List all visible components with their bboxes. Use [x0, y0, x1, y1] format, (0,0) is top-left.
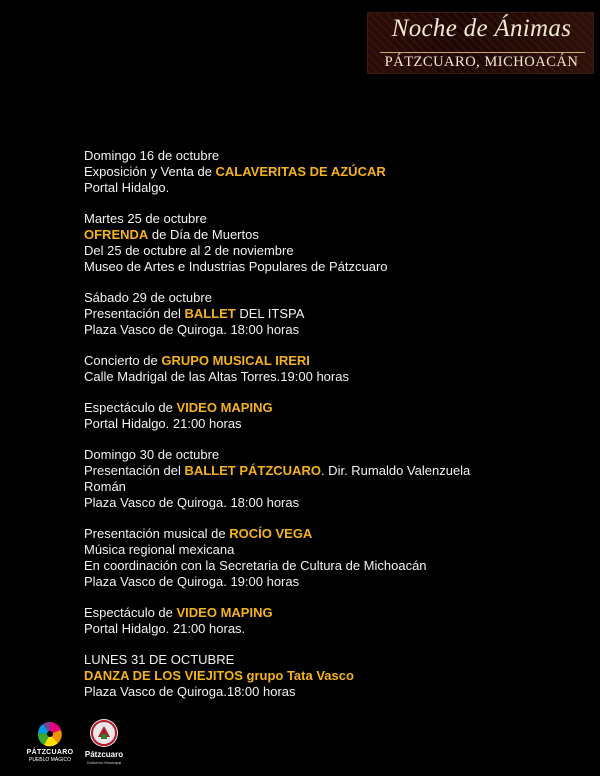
- event-date: Martes 25 de octubre: [84, 211, 207, 226]
- municipal-logo-tag: Gobierno Municipal: [86, 760, 122, 765]
- event-location: Plaza Vasco de Quiroga. 19:00 horas: [84, 574, 300, 589]
- header-title: Noche de Ánimas: [391, 15, 572, 42]
- event-highlight: VIDEO MAPING: [176, 400, 273, 415]
- event-highlight: CALAVERITAS DE AZÚCAR: [215, 164, 386, 179]
- event-highlight: DANZA DE LOS VIEJITOS grupo Tata Vasco: [84, 668, 354, 683]
- event-title-line: [84, 400, 584, 416]
- event-title-line: [84, 306, 584, 322]
- event-title-line: [84, 526, 584, 542]
- event-date: Domingo 30 de octubre: [84, 447, 220, 462]
- event-location: Calle Madrigal de las Altas Torres.19:00 horas: [84, 369, 349, 384]
- header-banner: [367, 12, 594, 74]
- event-location: Museo de Artes e Industrias Populares de Pátzcuaro: [84, 259, 388, 274]
- event-highlight: BALLET: [184, 306, 236, 321]
- event-title-line: [84, 668, 584, 684]
- event-item: [84, 652, 584, 700]
- pueblo-logo-tag: PUEBLO MÁGICO: [29, 757, 71, 763]
- event-item: [84, 148, 584, 196]
- event-text-continued: Román: [84, 479, 126, 494]
- event-location: Portal Hidalgo. 21:00 horas.: [84, 621, 246, 636]
- event-description: Música regional mexicana: [84, 542, 235, 557]
- municipal-seal-icon: [90, 719, 118, 747]
- patzcuaro-municipal-logo: [83, 719, 125, 767]
- event-text: de Día de Muertos: [148, 227, 259, 242]
- event-highlight: ROCÍO VEGA: [229, 526, 313, 541]
- event-text: . Dir. Rumaldo Valenzuela: [320, 463, 471, 478]
- event-title-line: [84, 164, 584, 180]
- municipal-logo-name: Pátzcuaro: [84, 750, 124, 759]
- pinwheel-icon: [37, 721, 63, 747]
- event-item: [84, 447, 584, 511]
- event-dates: Del 25 de octubre al 2 de noviembre: [84, 243, 294, 258]
- event-date: Sábado 29 de octubre: [84, 290, 212, 305]
- event-highlight: OFRENDA: [84, 227, 149, 242]
- event-location: Plaza Vasco de Quiroga.18:00 horas: [84, 684, 296, 699]
- event-highlight: VIDEO MAPING: [176, 605, 273, 620]
- event-text: Espectáculo de: [84, 400, 177, 415]
- header-divider: [380, 52, 585, 53]
- event-location: Plaza Vasco de Quiroga. 18:00 horas: [84, 495, 300, 510]
- event-date: Domingo 16 de octubre: [84, 148, 220, 163]
- event-title-line: [84, 605, 584, 621]
- event-location: Portal Hidalgo.: [84, 180, 170, 195]
- pueblo-magico-logo: [24, 721, 76, 767]
- event-item: [84, 400, 584, 432]
- event-text: DEL ITSPA: [235, 306, 305, 321]
- event-location: Portal Hidalgo. 21:00 horas: [84, 416, 242, 431]
- event-item: [84, 605, 584, 637]
- event-date: LUNES 31 DE OCTUBRE: [84, 652, 235, 667]
- seal-emblem-icon: [90, 719, 118, 747]
- event-item: [84, 526, 584, 590]
- event-text: Concierto de: [84, 353, 162, 368]
- event-title-line: [84, 227, 584, 243]
- event-text: Exposición y Venta de: [84, 164, 216, 179]
- event-highlight: GRUPO MUSICAL IRERI: [161, 353, 310, 368]
- event-list: [84, 148, 584, 715]
- event-title-line: [84, 463, 584, 479]
- event-location: Plaza Vasco de Quiroga. 18:00 horas: [84, 322, 300, 337]
- event-text: Presentación del: [84, 306, 185, 321]
- event-text: Presentación musical de: [84, 526, 230, 541]
- pueblo-logo-name: PÁTZCUARO: [26, 749, 74, 756]
- event-text: Espectáculo de: [84, 605, 177, 620]
- event-description: En coordinación con la Secretaria de Cultura de Michoacán: [84, 558, 427, 573]
- event-item: [84, 290, 584, 338]
- event-text: Presentación del: [84, 463, 185, 478]
- event-title-line: [84, 353, 584, 369]
- event-item: [84, 353, 584, 385]
- event-item: [84, 211, 584, 275]
- header-subtitle: PÁTZCUARO, MICHOACÁN: [384, 54, 579, 70]
- event-highlight: BALLET PÁTZCUARO: [184, 463, 321, 478]
